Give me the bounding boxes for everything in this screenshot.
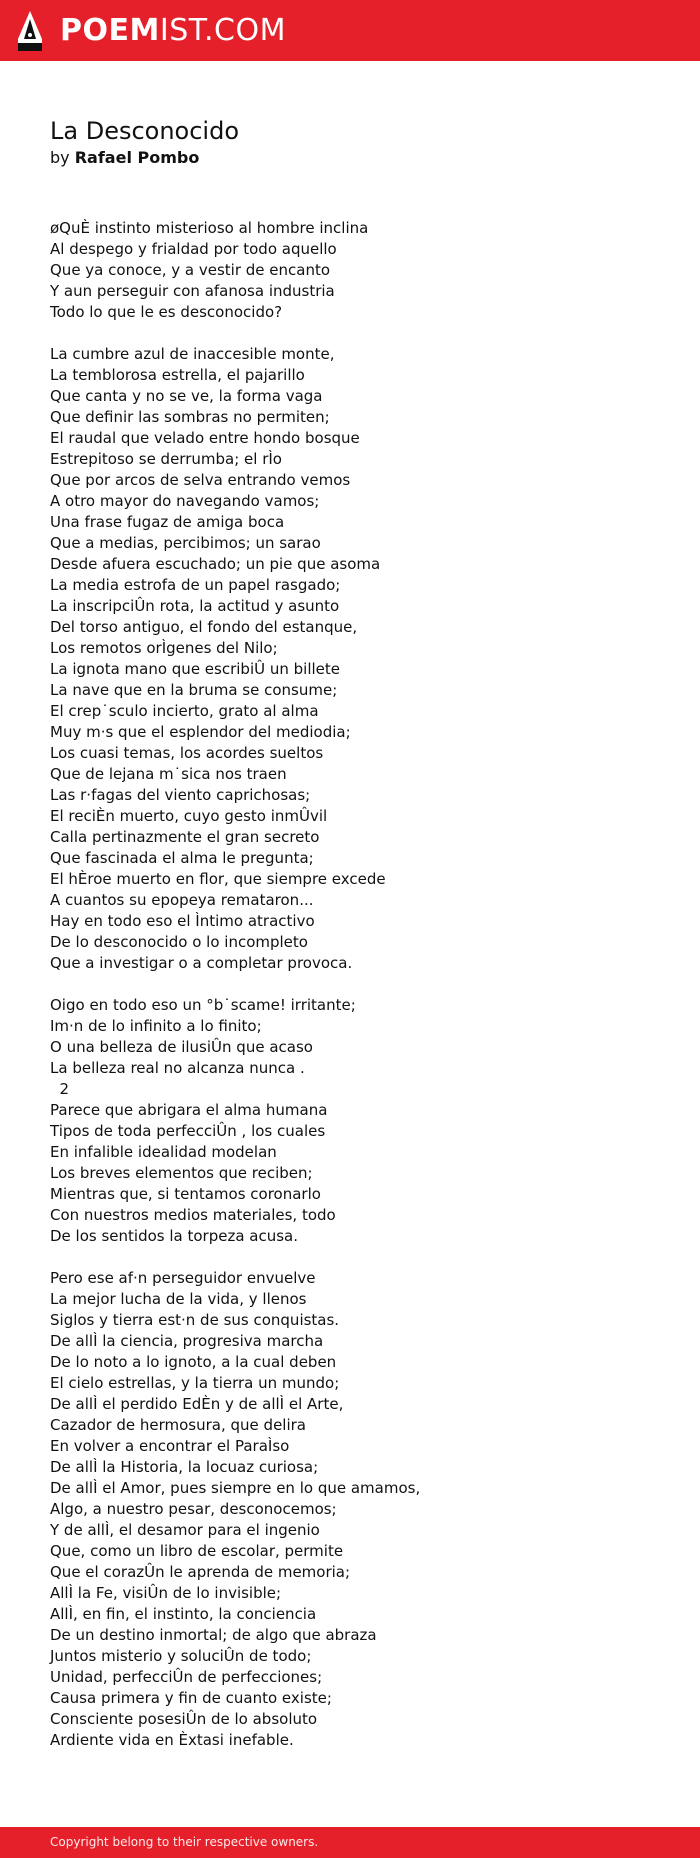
poem-line: La inscripciÛn rota, la actitud y asunto bbox=[50, 597, 340, 615]
poem-line: Pero ese af·n perseguidor envuelve bbox=[50, 1269, 316, 1287]
stanza-break bbox=[50, 323, 670, 344]
poem-line: Oigo en todo eso un °b˙scame! irritante; bbox=[50, 996, 356, 1014]
stanza-break bbox=[50, 1247, 670, 1268]
poem-line: De allÌ el perdido EdÈn y de allÌ el Arte, bbox=[50, 1395, 344, 1413]
poem-line: Cazador de hermosura, que delira bbox=[50, 1416, 306, 1434]
poem-line: El hÈroe muerto en flor, que siempre excede bbox=[50, 870, 386, 888]
poem-line: Desde afuera escuchado; un pie que asoma bbox=[50, 555, 381, 573]
poem-line: Que ya conoce, y a vestir de encanto bbox=[50, 261, 331, 279]
poem-line: La ignota mano que escribiÛ un billete bbox=[50, 660, 341, 678]
poem-line: Tipos de toda perfecciÛn , los cuales bbox=[50, 1122, 326, 1140]
poem-line: Calla pertinazmente el gran secreto bbox=[50, 828, 320, 846]
poem-line: Que, como un libro de escolar, permite bbox=[50, 1542, 344, 1560]
poem-line: Unidad, perfecciÛn de perfecciones; bbox=[50, 1668, 323, 1686]
poem-line: El reciÈn muerto, cuyo gesto inmÛvil bbox=[50, 807, 328, 825]
poem-line: En volver a encontrar el ParaÌso bbox=[50, 1437, 290, 1455]
poem-line: Que por arcos de selva entrando vemos bbox=[50, 471, 351, 489]
poem-line: Que de lejana m˙sica nos traen bbox=[50, 765, 287, 783]
poem-line: Muy m·s que el esplendor del mediodia; bbox=[50, 723, 351, 741]
poem-byline bbox=[50, 147, 199, 169]
poem-line: Hay en todo eso el Ìntimo atractivo bbox=[50, 912, 315, 930]
poem-line: Algo, a nuestro pesar, desconocemos; bbox=[50, 1500, 337, 1518]
site-logo-text bbox=[60, 9, 286, 53]
poem-line: De los sentidos la torpeza acusa. bbox=[50, 1227, 299, 1245]
poem-line: Que el corazÛn le aprenda de memoria; bbox=[50, 1563, 351, 1581]
poem-line: En infalible idealidad modelan bbox=[50, 1143, 277, 1161]
poem-line: Las r·fagas del viento caprichosas; bbox=[50, 786, 311, 804]
by-label: by bbox=[50, 148, 70, 167]
poem-line: La cumbre azul de inaccesible monte, bbox=[50, 345, 335, 363]
pen-nib-icon bbox=[16, 9, 44, 53]
poem-line: La media estrofa de un papel rasgado; bbox=[50, 576, 341, 594]
poem-line: Los remotos orÌgenes del Nilo; bbox=[50, 639, 278, 657]
brand-bold: POEM bbox=[60, 13, 160, 48]
poem-line: Y aun perseguir con afanosa industria bbox=[50, 282, 335, 300]
site-footer bbox=[0, 1827, 700, 1858]
poem-body bbox=[50, 218, 670, 1751]
site-logo-link[interactable] bbox=[16, 9, 286, 53]
poem-title: La Desconocido bbox=[50, 117, 240, 145]
poem-line: O una belleza de ilusiÛn que acaso bbox=[50, 1038, 313, 1056]
poem-line: El crep˙sculo incierto, grato al alma bbox=[50, 702, 319, 720]
poem-line: De allÌ la Historia, la locuaz curiosa; bbox=[50, 1458, 319, 1476]
poem-line: Todo lo que le es desconocido? bbox=[50, 303, 283, 321]
poem-line: De allÌ el Amor, pues siempre en lo que amamos, bbox=[50, 1479, 421, 1497]
poem-line: Con nuestros medios materiales, todo bbox=[50, 1206, 336, 1224]
copyright-notice: Copyright belong to their respective owners. bbox=[50, 1835, 319, 1849]
poem-line: Al despego y frialdad por todo aquello bbox=[50, 240, 337, 258]
poem-line: Que a medias, percibimos; un sarao bbox=[50, 534, 321, 552]
poem-line: Que definir las sombras no permiten; bbox=[50, 408, 330, 426]
poem-line: La belleza real no alcanza nunca . bbox=[50, 1059, 305, 1077]
poem-line: Ardiente vida en Èxtasi inefable. bbox=[50, 1731, 294, 1749]
poem-line: De lo desconocido o lo incompleto bbox=[50, 933, 308, 951]
poem-line: Los breves elementos que reciben; bbox=[50, 1164, 313, 1182]
poem-line: De lo noto a lo ignoto, a la cual deben bbox=[50, 1353, 337, 1371]
poem-line: Consciente posesiÛn de lo absoluto bbox=[50, 1710, 318, 1728]
poem-line: Los cuasi temas, los acordes sueltos bbox=[50, 744, 324, 762]
poem-line: AllÌ, en fin, el instinto, la conciencia bbox=[50, 1605, 317, 1623]
poem-line: El raudal que velado entre hondo bosque bbox=[50, 429, 360, 447]
poem-line: El cielo estrellas, y la tierra un mundo; bbox=[50, 1374, 340, 1392]
poem-line: øQuÈ instinto misterioso al hombre inclina bbox=[50, 219, 369, 237]
poem-author: Rafael Pombo bbox=[74, 148, 200, 167]
poem-line: La mejor lucha de la vida, y llenos bbox=[50, 1290, 307, 1308]
poem-line: La temblorosa estrella, el pajarillo bbox=[50, 366, 305, 384]
poem-line: 2 bbox=[50, 1080, 70, 1098]
site-header bbox=[0, 0, 700, 61]
poem-line: Y de allÌ, el desamor para el ingenio bbox=[50, 1521, 320, 1539]
poem-line: Que canta y no se ve, la forma vaga bbox=[50, 387, 323, 405]
poem-line: Del torso antiguo, el fondo del estanque, bbox=[50, 618, 358, 636]
poem-line: Mientras que, si tentamos coronarlo bbox=[50, 1185, 321, 1203]
poem-line: A otro mayor do navegando vamos; bbox=[50, 492, 320, 510]
poem-line: Parece que abrigara el alma humana bbox=[50, 1101, 328, 1119]
poem-line: De un destino inmortal; de algo que abraza bbox=[50, 1626, 377, 1644]
poem-line: Estrepitoso se derrumba; el rÌo bbox=[50, 450, 282, 468]
poem-line: Causa primera y fin de cuanto existe; bbox=[50, 1689, 332, 1707]
poem-line: Im·n de lo infinito a lo finito; bbox=[50, 1017, 262, 1035]
stanza-break bbox=[50, 974, 670, 995]
poem-line: A cuantos su epopeya remataron... bbox=[50, 891, 314, 909]
poem-line: Una frase fugaz de amiga boca bbox=[50, 513, 285, 531]
poem-line: Que fascinada el alma le pregunta; bbox=[50, 849, 314, 867]
poem-line: Siglos y tierra est·n de sus conquistas. bbox=[50, 1311, 340, 1329]
poem-line: AllÌ la Fe, visiÛn de lo invisible; bbox=[50, 1584, 282, 1602]
poem-line: Que a investigar o a completar provoca. bbox=[50, 954, 353, 972]
brand-light: IST.COM bbox=[159, 13, 286, 48]
poem-line: La nave que en la bruma se consume; bbox=[50, 681, 338, 699]
poem-line: De allÌ la ciencia, progresiva marcha bbox=[50, 1332, 324, 1350]
poem-line: Juntos misterio y soluciÛn de todo; bbox=[50, 1647, 312, 1665]
